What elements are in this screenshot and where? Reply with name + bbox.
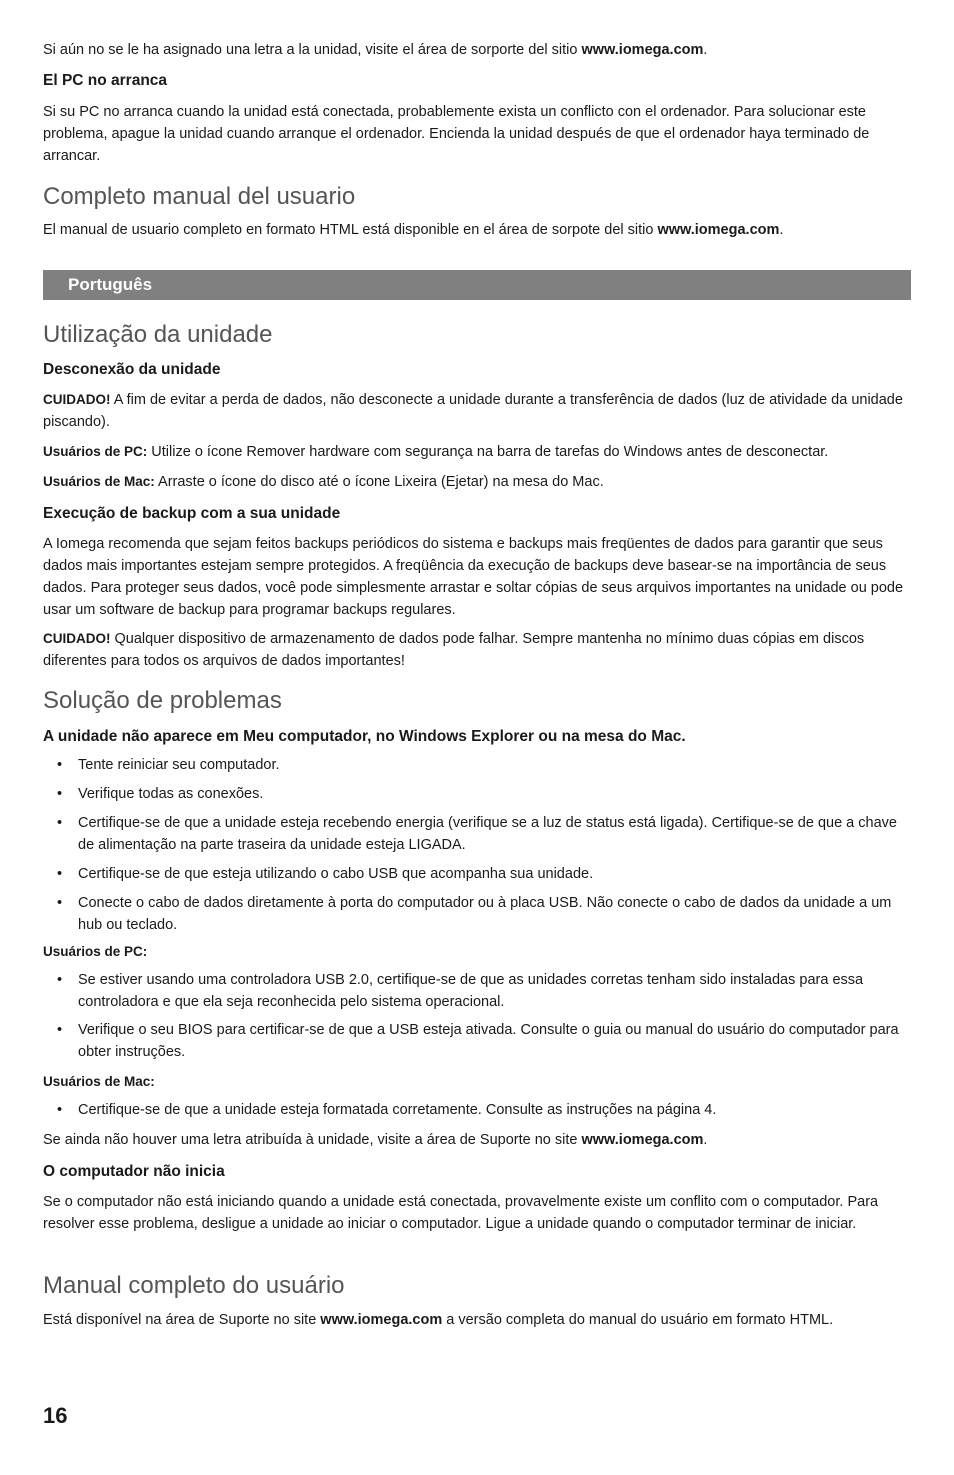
- caution-label: CUIDADO!: [43, 631, 111, 646]
- pt-pc-users-sublabel: Usuários de PC:: [43, 944, 148, 959]
- list-item-text: Certifique-se de que a unidade esteja recebendo energia (verifique se a luz de status está ligada). Certifique-se de que a chave de alimentação na parte traseira da unidade esteja LIGADA.: [78, 815, 897, 853]
- list-item-text: Conecte o cabo de dados diretamente à porta do computador ou à placa USB. Não conecte o cabo de dados da unidade a um hub ou teclado.: [78, 895, 892, 933]
- pt-caution2-paragraph: [43, 628, 911, 672]
- list-item: [43, 1099, 911, 1121]
- list-item-text: Certifique-se de que esteja utilizando o cabo USB que acompanha sua unidade.: [78, 866, 594, 882]
- pt-mac-users-sublabel: Usuários de Mac:: [43, 1074, 155, 1089]
- pt-no-boot-text: Se o computador não está iniciando quando a unidade está conectada, provavelmente existe um conflito com o computador. Para resolver esse problema, desligue a unidade ao iniciar o computador. Ligue a unidade quando o computador terminar de iniciar.: [43, 1194, 879, 1232]
- pt-manual-text: Está disponível na área de Suporte no site: [43, 1312, 321, 1328]
- section-band-portugues: Português: [43, 270, 911, 300]
- pc-users-label: Usuários de PC:: [43, 444, 148, 459]
- es-pc-no-boot-heading: El PC no arranca: [43, 72, 168, 89]
- es-pc-no-boot-text: Si su PC no arranca cuando la unidad está conectada, probablemente exista un conflicto con el ordenador. Para solucionar este problema, apague la unidad cuando arranque el ordenador. Encienda la unidad después de que el ordenador haya terminado de arrancar.: [43, 104, 870, 164]
- es-no-letter-paragraph: [43, 39, 911, 61]
- caution-text: A fim de evitar a perda de dados, não desconecte a unidade durante a transferência de dados (luz de atividade da unidade piscando).: [43, 392, 903, 430]
- list-item: [43, 1019, 911, 1063]
- pt-no-letter-paragraph: [43, 1129, 911, 1151]
- punctuation: .: [779, 222, 784, 238]
- es-manual-text: El manual de usuario completo en formato HTML está disponible en el área de sorpote del sitio: [43, 222, 658, 238]
- pt-pc-users-paragraph: [43, 441, 911, 463]
- bullet-icon: •: [57, 786, 63, 802]
- list-item-text: Tente reiniciar seu computador.: [78, 757, 280, 773]
- pt-backup-heading: Execução de backup com a sua unidade: [43, 505, 341, 522]
- punctuation: .: [703, 1132, 708, 1148]
- pt-caution-paragraph: [43, 389, 911, 433]
- pt-manual-link[interactable]: www.iomega.com: [320, 1312, 443, 1328]
- es-manual-paragraph: [43, 219, 911, 241]
- bullet-icon: •: [57, 815, 63, 831]
- list-item-text: Se estiver usando uma controladora USB 2.0, certifique-se de que as unidades corretas tenham sido instaladas para essa controladora e que ela seja reconhecida pelo sistema operacional.: [78, 972, 864, 1010]
- page-number: 16: [43, 1403, 68, 1428]
- pt-manual-paragraph: [43, 1309, 911, 1331]
- bullet-icon: •: [57, 757, 63, 773]
- list-item-text: Certifique-se de que a unidade esteja formatada corretamente. Consulte as instruções na página 4.: [78, 1102, 717, 1118]
- mac-users-label: Usuários de Mac:: [43, 474, 155, 489]
- bullet-icon: •: [57, 1022, 63, 1038]
- pc-users-text: Utilize o ícone Remover hardware com segurança na barra de tarefas do Windows antes de desconectar.: [147, 444, 829, 460]
- caution-text: Qualquer dispositivo de armazenamento de dados pode falhar. Sempre mantenha no mínimo duas cópias em discos diferentes para todos os arquivos de dados importantes!: [43, 631, 865, 669]
- es-no-letter-text: Si aún no se le ha asignado una letra a la unidad, visite el área de sorporte del sitio: [43, 42, 582, 58]
- caution-label: CUIDADO!: [43, 392, 111, 407]
- bullet-icon: •: [57, 895, 63, 911]
- pt-no-boot-heading: O computador não inicia: [43, 1163, 225, 1180]
- es-manual-link[interactable]: www.iomega.com: [657, 222, 780, 238]
- punctuation: .: [703, 42, 708, 58]
- pt-general-bullet-list: [43, 754, 911, 936]
- es-manual-heading: Completo manual del usuario: [43, 183, 356, 210]
- mac-users-text: Arraste o ícone do disco até o ícone Lixeira (Ejetar) na mesa do Mac.: [154, 474, 604, 490]
- list-item: [43, 812, 911, 856]
- list-item: [43, 969, 911, 1013]
- pt-manual-text-end: a versão completa do manual do usuário em formato HTML.: [442, 1312, 834, 1328]
- list-item-text: Verifique o seu BIOS para certificar-se de que a USB esteja ativada. Consulte o guia ou manual do usuário do computador para obter instruções.: [78, 1022, 899, 1060]
- bullet-icon: •: [57, 1102, 63, 1118]
- pt-disconnect-heading: Desconexão da unidade: [43, 361, 221, 378]
- pt-manual-heading: Manual completo do usuário: [43, 1272, 345, 1299]
- pt-usage-heading: Utilização da unidade: [43, 321, 273, 348]
- pt-mac-bullet-list: [43, 1099, 911, 1121]
- es-support-link[interactable]: www.iomega.com: [581, 42, 704, 58]
- pt-mac-users-paragraph: [43, 471, 911, 493]
- bullet-icon: •: [57, 866, 63, 882]
- bullet-icon: •: [57, 972, 63, 988]
- pt-trouble-heading: Solução de problemas: [43, 687, 282, 714]
- list-item: [43, 754, 911, 776]
- pt-no-letter-text: Se ainda não houver uma letra atribuída à unidade, visite a área de Suporte no site: [43, 1132, 582, 1148]
- list-item: [43, 783, 911, 805]
- list-item: [43, 892, 911, 936]
- pt-support-link[interactable]: www.iomega.com: [581, 1132, 704, 1148]
- pt-not-appear-heading: A unidade não aparece em Meu computador, no Windows Explorer ou na mesa do Mac.: [43, 728, 686, 745]
- list-item-text: Verifique todas as conexões.: [78, 786, 264, 802]
- list-item: [43, 863, 911, 885]
- pt-backup-text: A Iomega recomenda que sejam feitos backups periódicos do sistema e backups mais freqüentes de dados para garantir que seus dados mais importantes estejam sempre protegidos. A freqüência da execução de backups deve basear-se na importância de seus dados. Para proteger seus dados, você pode simplesmente arrastar e soltar cópias de seus arquivos importantes na unidade ou pode usar um software de backup para programar backups regulares.: [43, 536, 904, 618]
- pt-pc-bullet-list: [43, 969, 911, 1063]
